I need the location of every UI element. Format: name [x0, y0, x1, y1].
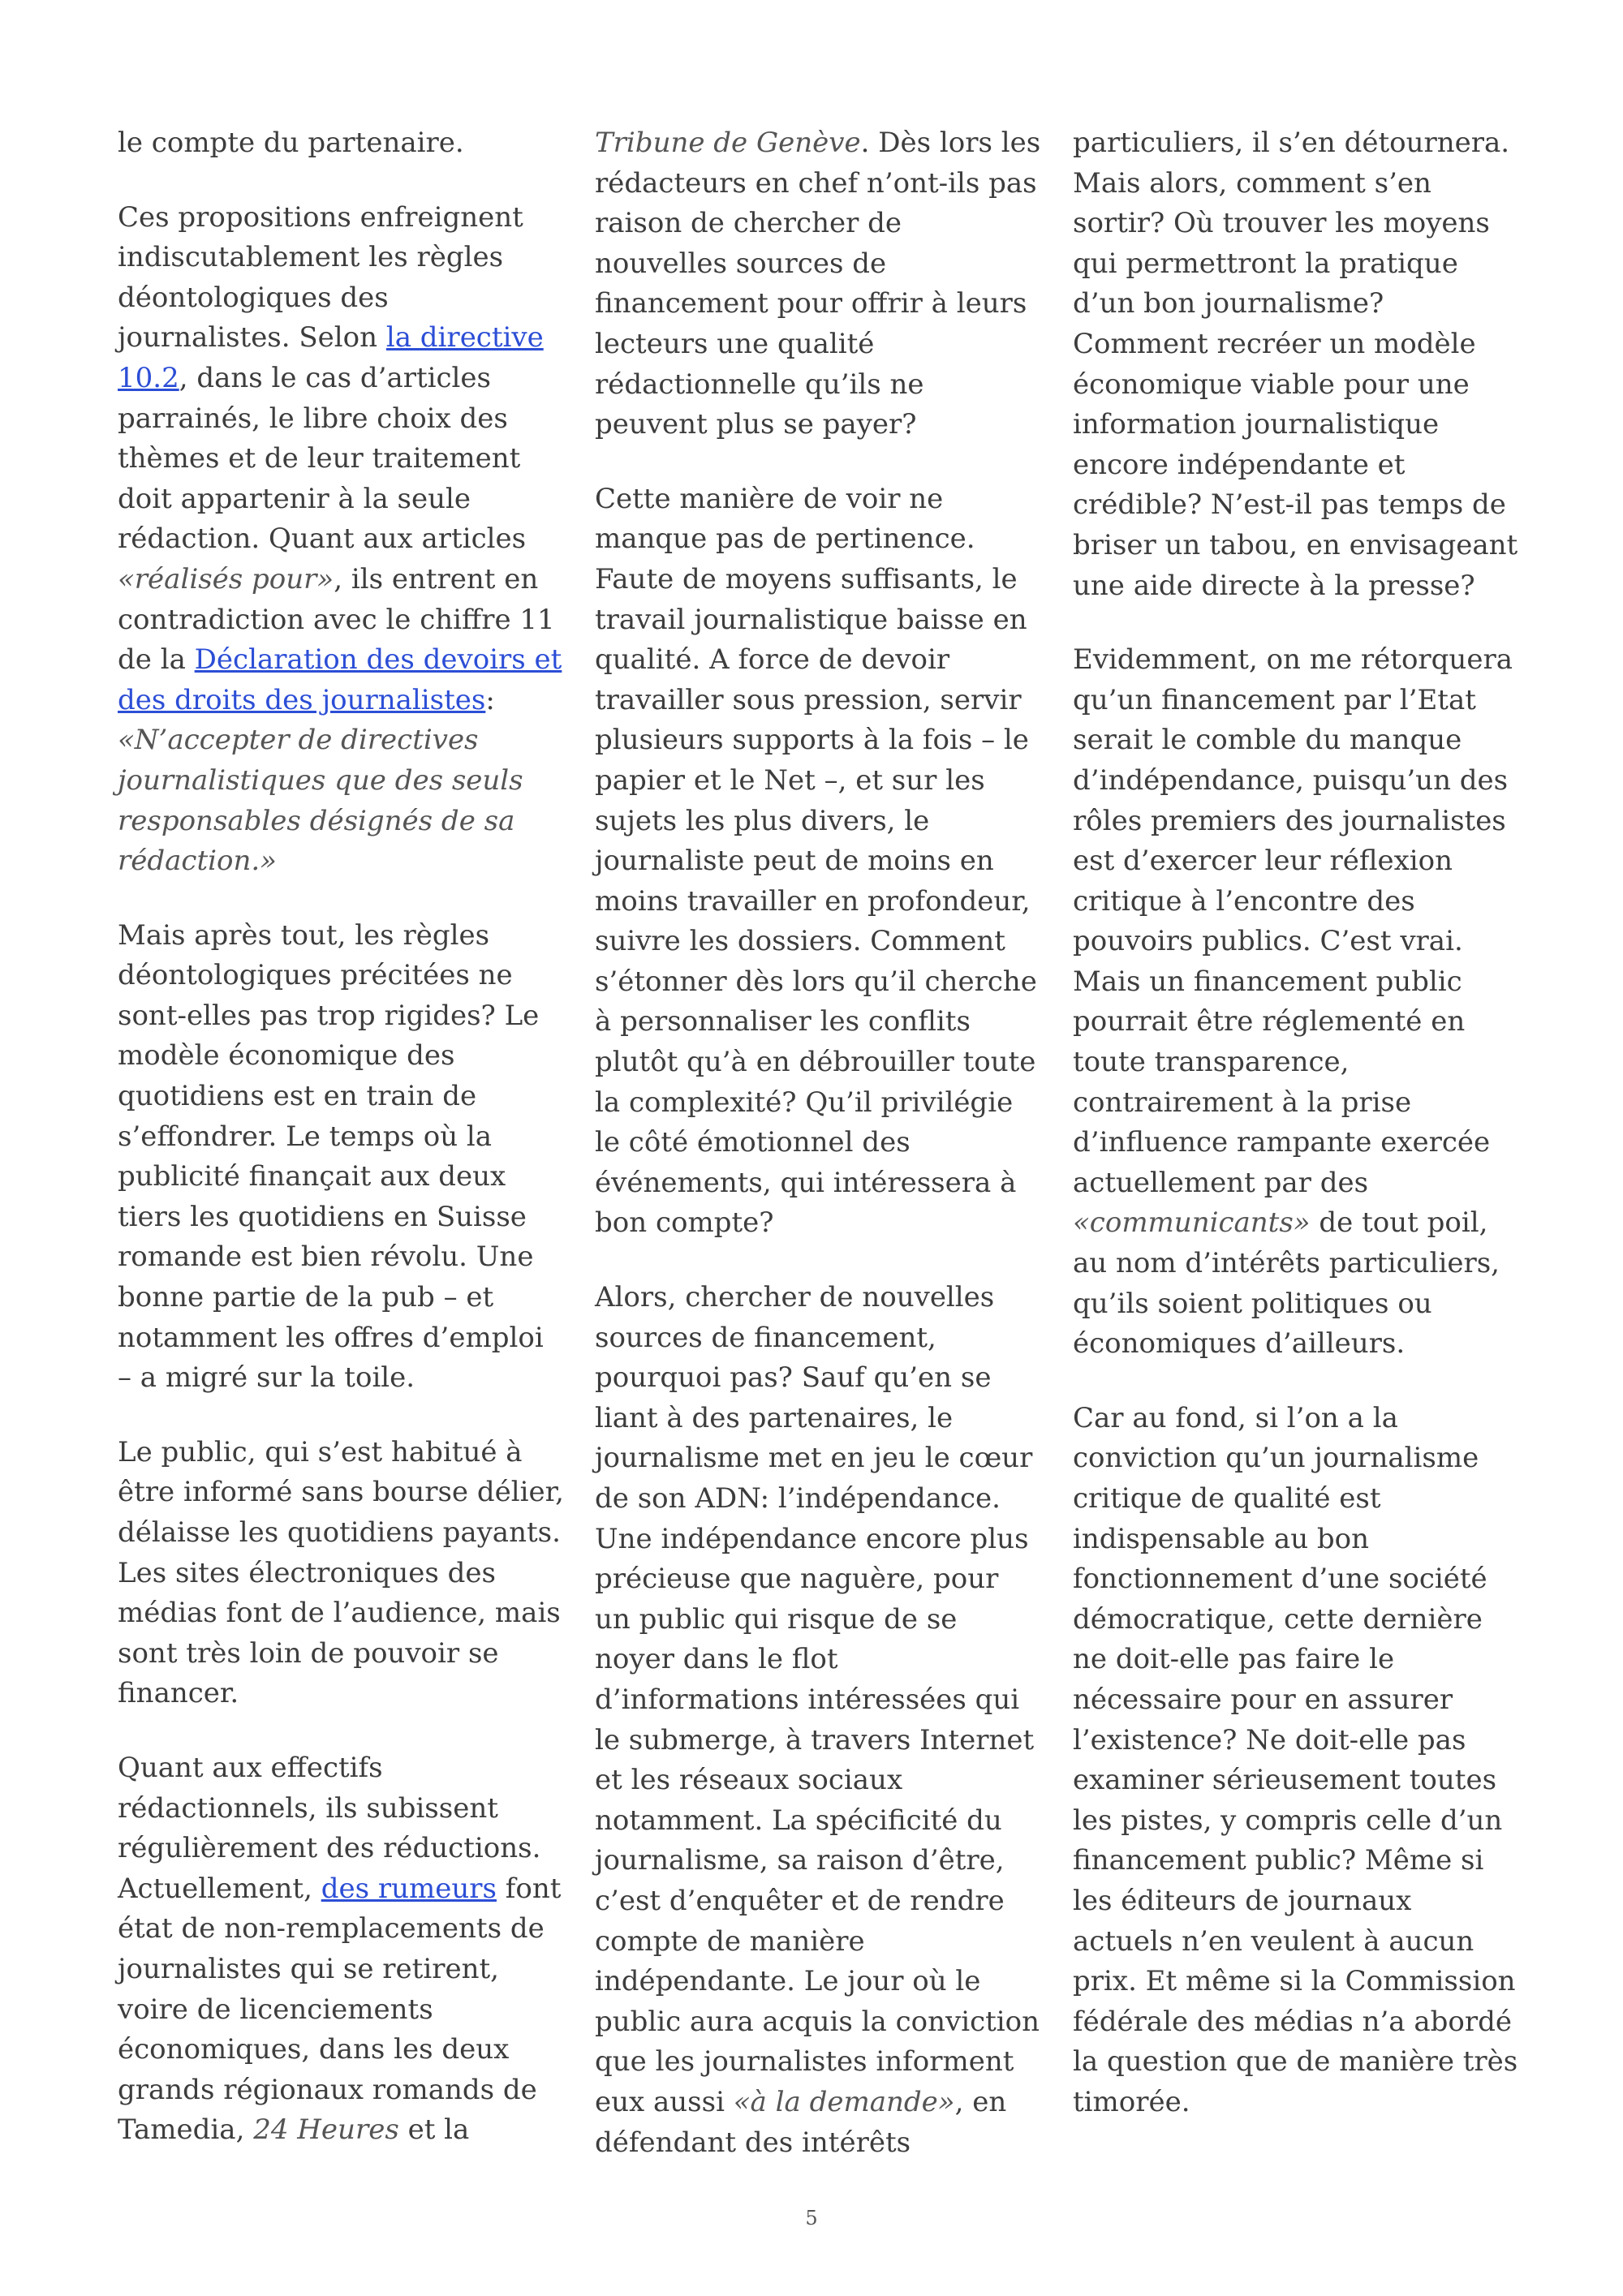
text-run: Quant aux effectifs rédactionnels, ils subissent régulièrement des réductions. Actuellement,	[118, 1751, 541, 1905]
paragraph	[118, 1748, 564, 2151]
text-run: , en défendant des intérêts	[595, 2085, 1007, 2159]
page-number: 5	[805, 2207, 818, 2229]
paragraph	[1073, 640, 1519, 1365]
italic-text: «à la demande»	[733, 2085, 955, 2118]
paragraph: Mais après tout, les règles déontologiques précitées ne sont-elles pas trop rigides? Le modèle économique des quotidiens est en train de s’effondrer. Le temps où la publicité finançait aux deux tiers les quotidiens en Suisse romande est bien révolu. Une bonne partie de la pub – et notamment les offres d’emploi – a migré sur la toile.	[118, 918, 544, 1395]
italic-text: Tribune de Genève	[595, 127, 861, 159]
text-column-2	[595, 123, 1041, 2197]
quotation: «N’accepter de directives journalistiques que des seuls responsables désignés de sa rédaction.»	[118, 724, 523, 878]
text-run: , dans le cas d’articles parrainés, le libre choix des thèmes et de leur traitement doit appartenir à la seule rédaction. Quant aux articles	[118, 361, 527, 556]
text-run: et la	[398, 2113, 470, 2147]
text-run: Evidemment, on me rétorquera qu’un financement par l’Etat serait le comble du manque d’indépendance, puisqu’un des rôles premiers des journalistes est d’exercer leur réflexion critique à l’encontre des pouvoirs publics. C’est vrai. Mais un financement public pourrait être réglementé en toute transparence, contrairement à la prise d’influence rampante exercée actuellement par des	[1073, 643, 1513, 1199]
link-directive-10-2[interactable]: la directive 10.2	[118, 321, 544, 394]
paragraph: le compte du partenaire.	[118, 127, 464, 159]
paragraph	[595, 123, 1041, 445]
text-run: Ces propositions enfreignent indiscutablement les règles déontologiques des journalistes. Selon	[118, 200, 523, 355]
link-des-rumeurs[interactable]: des rumeurs	[321, 1872, 497, 1905]
paragraph	[118, 198, 564, 882]
text-run: . Dès lors les rédacteurs en chef n’ont-ils pas raison de chercher de nouvelles sources de financement pour offrir à leurs lecteurs une qualité rédactionnelle qu’ils ne peuvent plus se payer?	[595, 127, 1041, 441]
paragraph: Car au fond, si l’on a la conviction qu’un journalisme critique de qualité est indispensable au bon fonctionnement d’une société démocratique, cette dernière ne doit-elle pas faire le nécessaire pour en assurer l’existence? Ne doit-elle pas examiner sérieusement toutes les pistes, y compris celle d’un financement public? Même si les éditeurs de journaux actuels n’en veulent à aucun prix. Et même si la Commission fédérale des médias n’a abordé la question que de manière très timorée.	[1073, 1401, 1518, 2118]
paragraph: Le public, qui s’est habitué à être informé sans bourse délier, délaisse les quotidiens payants. Les sites électroniques des médias font de l’audience, mais sont très loin de pouvoir se financer.	[118, 1435, 564, 1710]
paragraph: particuliers, il s’en détournera. Mais alors, comment s’en sortir? Où trouver les moyens qui permettront la pratique d’un bon journalisme? Comment recréer un modèle économique viable pour une information journalistique encore indépendante et crédible? N’est-il pas temps de briser un tabou, en envisageant une aide directe à la presse?	[1073, 127, 1518, 602]
text-column-1	[118, 123, 564, 2185]
paragraph	[595, 1278, 1041, 2163]
italic-text: «réalisés pour»	[118, 562, 334, 595]
italic-text: 24 Heures	[253, 2113, 399, 2147]
text-run: , ils entrent en contradiction avec le chiffre 11 de la	[118, 562, 555, 677]
text-column-3	[1073, 123, 1519, 2157]
paragraph: Cette manière de voir ne manque pas de pertinence. Faute de moyens suffisants, le travail journalistique baisse en qualité. A force de devoir travailler sous pression, servir plusieurs supports à la fois – le papier et le Net –, et sur les sujets les plus divers, le journaliste peut de moins en moins travailler en profondeur, suivre les dossiers. Comment s’étonner dès lors qu’il cherche à personnaliser les conflits plutôt qu’à en débrouiller toute la complexité? Qu’il privilégie le côté émotionnel des événements, qui intéressera à bon compte?	[595, 482, 1037, 1240]
text-run: :	[485, 683, 495, 716]
text-run: font état de non-remplacements de journalistes qui se retirent, voire de licenciements économiques, dans les deux grands régionaux romands de Tamedia,	[118, 1872, 562, 2147]
link-declaration-devoirs-droits[interactable]: Déclaration des devoirs et des droits des journalistes	[118, 643, 562, 716]
text-run: Alors, chercher de nouvelles sources de financement, pourquoi pas? Sauf qu’en se liant à des partenaires, le journalisme met en jeu le cœur de son ADN: l’indépendance. Une indépendance encore plus précieuse que naguère, pour un public qui risque de se noyer dans le flot d’informations intéressées qui le submerge, à travers Internet et les réseaux sociaux notamment. La spécificité du journalisme, sa raison d’être, c’est d’enquêter et de rendre compte de manière indépendante. Le jour où le public aura acquis la conviction que les journalistes informent eux aussi	[595, 1281, 1040, 2118]
italic-text: «communicants»	[1073, 1206, 1311, 1240]
text-run: de tout poil, au nom d’intérêts particuliers, qu’ils soient politiques ou économiques d’ailleurs.	[1073, 1206, 1500, 1361]
